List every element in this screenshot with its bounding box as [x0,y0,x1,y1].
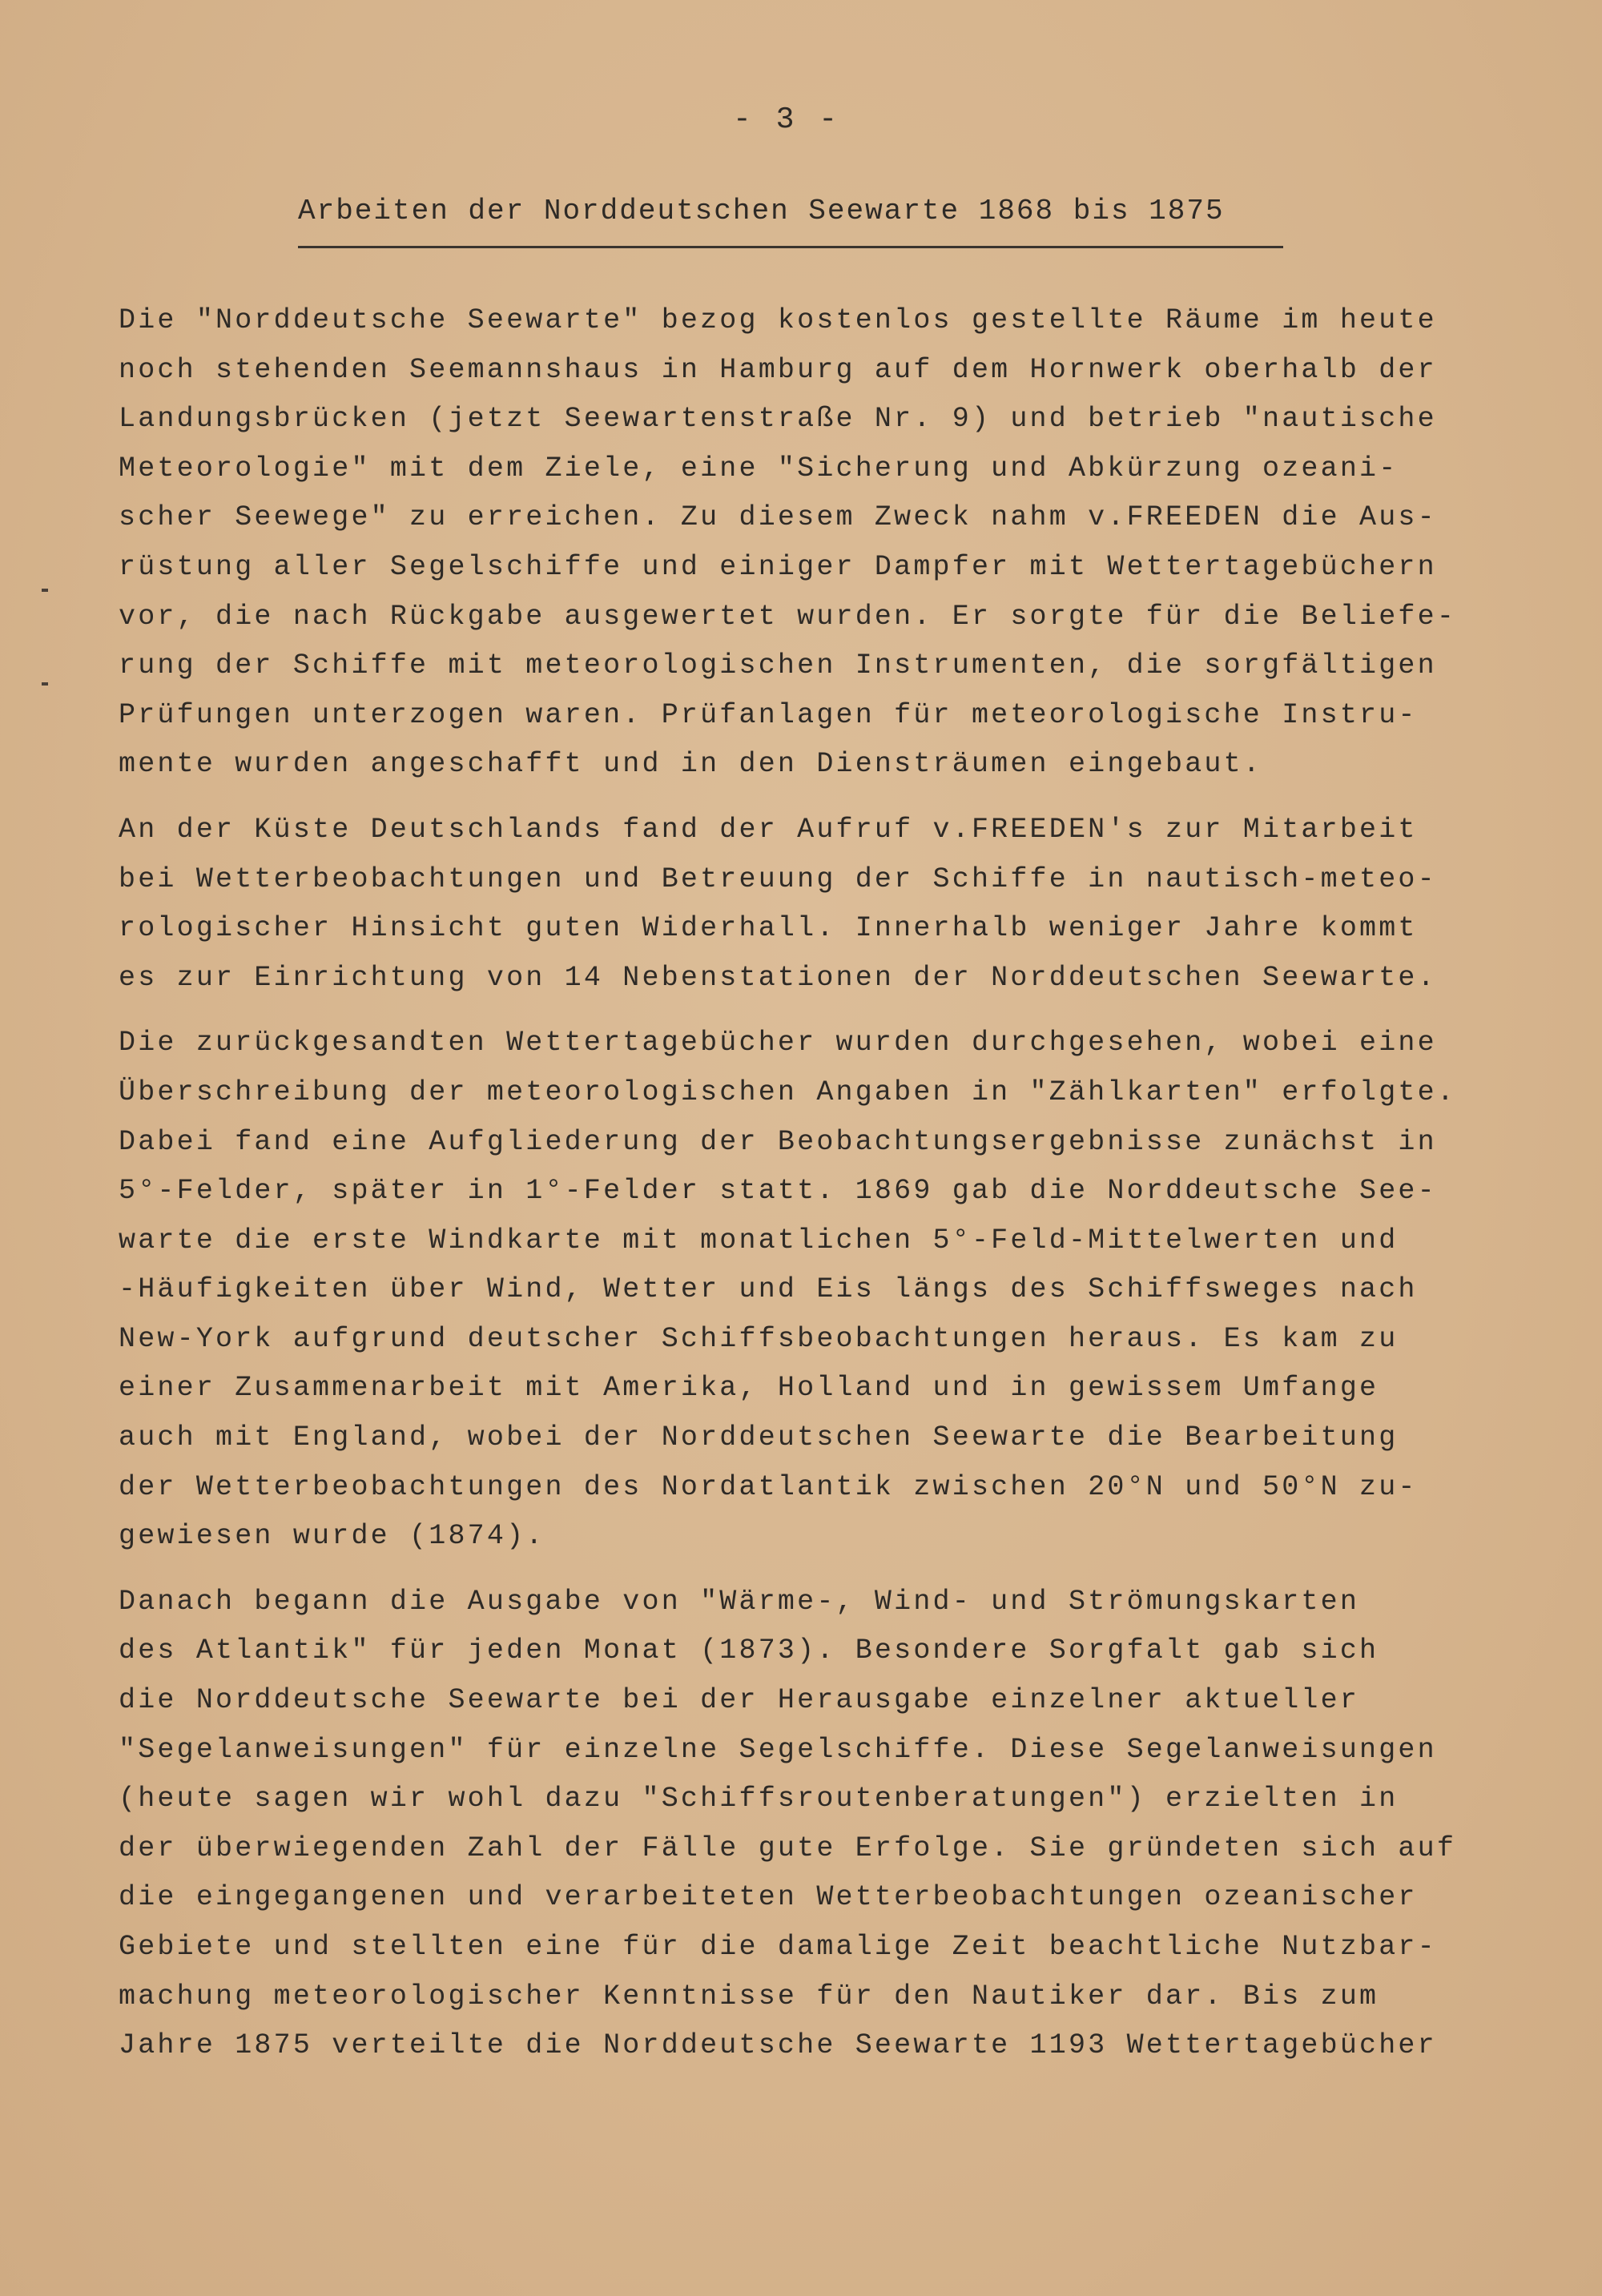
text-line: Überschreibung der meteorologischen Angaben in "Zählkarten" erfolgte. [119,1076,1457,1108]
text-line: (heute sagen wir wohl dazu "Schiffsroutenberatungen") erzielten in [119,1783,1399,1815]
paragraph-4 [119,1578,1528,2071]
text-line: der Wetterbeobachtungen des Nordatlantik zwischen 20°N und 50°N zu- [119,1470,1418,1503]
text-line: rologischer Hinsicht guten Widerhall. Innerhalb weniger Jahre kommt [119,912,1418,945]
text-line: New-York aufgrund deutscher Schiffsbeobachtungen heraus. Es kam zu [119,1322,1399,1355]
title-underline [298,246,1283,248]
paragraph-2 [119,806,1528,1003]
text-line: Die "Norddeutsche Seewarte" bezog kostenlos gestellte Räume im heute [119,304,1437,336]
section-title: Arbeiten der Norddeutschen Seewarte 1868 bis 1875 [298,195,1225,227]
body-text [119,296,1528,2087]
text-line: Prüfungen unterzogen waren. Prüfanlagen für meteorologische Instru- [119,698,1418,731]
text-line: der überwiegenden Zahl der Fälle gute Erfolge. Sie gründeten sich auf [119,1832,1457,1864]
text-line: gewiesen wurde (1874). [119,1520,545,1553]
text-line: -Häufigkeiten über Wind, Wetter und Eis längs des Schiffsweges nach [119,1273,1418,1306]
text-line: warte die erste Windkarte mit monatlichen 5°-Feld-Mittelwerten und [119,1224,1399,1257]
text-line: einer Zusammenarbeit mit Amerika, Holland und in gewissem Umfange [119,1372,1379,1405]
text-line: rüstung aller Segelschiffe und einiger Dampfer mit Wettertagebüchern [119,550,1437,583]
text-line: An der Küste Deutschlands fand der Aufruf v.FREEDEN's zur Mitarbeit [119,813,1418,846]
text-line: Danach begann die Ausgabe von "Wärme-, Wind- und Strömungskarten [119,1585,1360,1618]
text-line: die Norddeutsche Seewarte bei der Herausgabe einzelner aktueller [119,1684,1360,1717]
text-line: "Segelanweisungen" für einzelne Segelschiffe. Diese Segelanweisungen [119,1733,1437,1766]
text-line: die eingegangenen und verarbeiteten Wetterbeobachtungen ozeanischer [119,1881,1418,1914]
margin-mark [42,589,48,592]
text-line: machung meteorologischer Kenntnisse für den Nautiker dar. Bis zum [119,1980,1379,2013]
text-line: vor, die nach Rückgabe ausgewertet wurden. Er sorgte für die Beliefe- [119,600,1457,633]
paragraph-3 [119,1019,1528,1562]
text-line: Meteorologie" mit dem Ziele, eine "Sicherung und Abkürzung ozeani- [119,452,1399,485]
margin-mark [42,682,48,686]
paragraph-1 [119,296,1528,790]
text-line: 5°-Felder, später in 1°-Felder statt. 1869 gab die Norddeutsche See- [119,1175,1437,1208]
text-line: es zur Einrichtung von 14 Nebenstationen der Norddeutschen Seewarte. [119,961,1437,994]
text-line: Gebiete und stellten eine für die damalige Zeit beachtliche Nutzbar- [119,1931,1437,1963]
text-line: auch mit England, wobei der Norddeutschen Seewarte die Bearbeitung [119,1421,1399,1454]
text-line: rung der Schiffe mit meteorologischen Instrumenten, die sorgfältigen [119,649,1437,682]
text-line: mente wurden angeschafft und in den Diensträumen eingebaut. [119,748,1263,781]
text-line: scher Seewege" zu erreichen. Zu diesem Zweck nahm v.FREEDEN die Aus- [119,501,1437,534]
text-line: Dabei fand eine Aufgliederung der Beobachtungsergebnisse zunächst in [119,1125,1437,1158]
text-line: Jahre 1875 verteilte die Norddeutsche Seewarte 1193 Wettertagebücher [119,2029,1437,2062]
text-line: Landungsbrücken (jetzt Seewartenstraße Nr. 9) und betrieb "nautische [119,403,1437,436]
text-line: Die zurückgesandten Wettertagebücher wurden durchgesehen, wobei eine [119,1027,1437,1060]
text-line: noch stehenden Seemannshaus in Hamburg auf dem Hornwerk oberhalb der [119,353,1437,386]
text-line: des Atlantik" für jeden Monat (1873). Besondere Sorgfalt gab sich [119,1635,1379,1667]
page-number: - 3 - [732,103,841,137]
text-line: bei Wetterbeobachtungen und Betreuung der Schiffe in nautisch-meteo- [119,863,1437,895]
